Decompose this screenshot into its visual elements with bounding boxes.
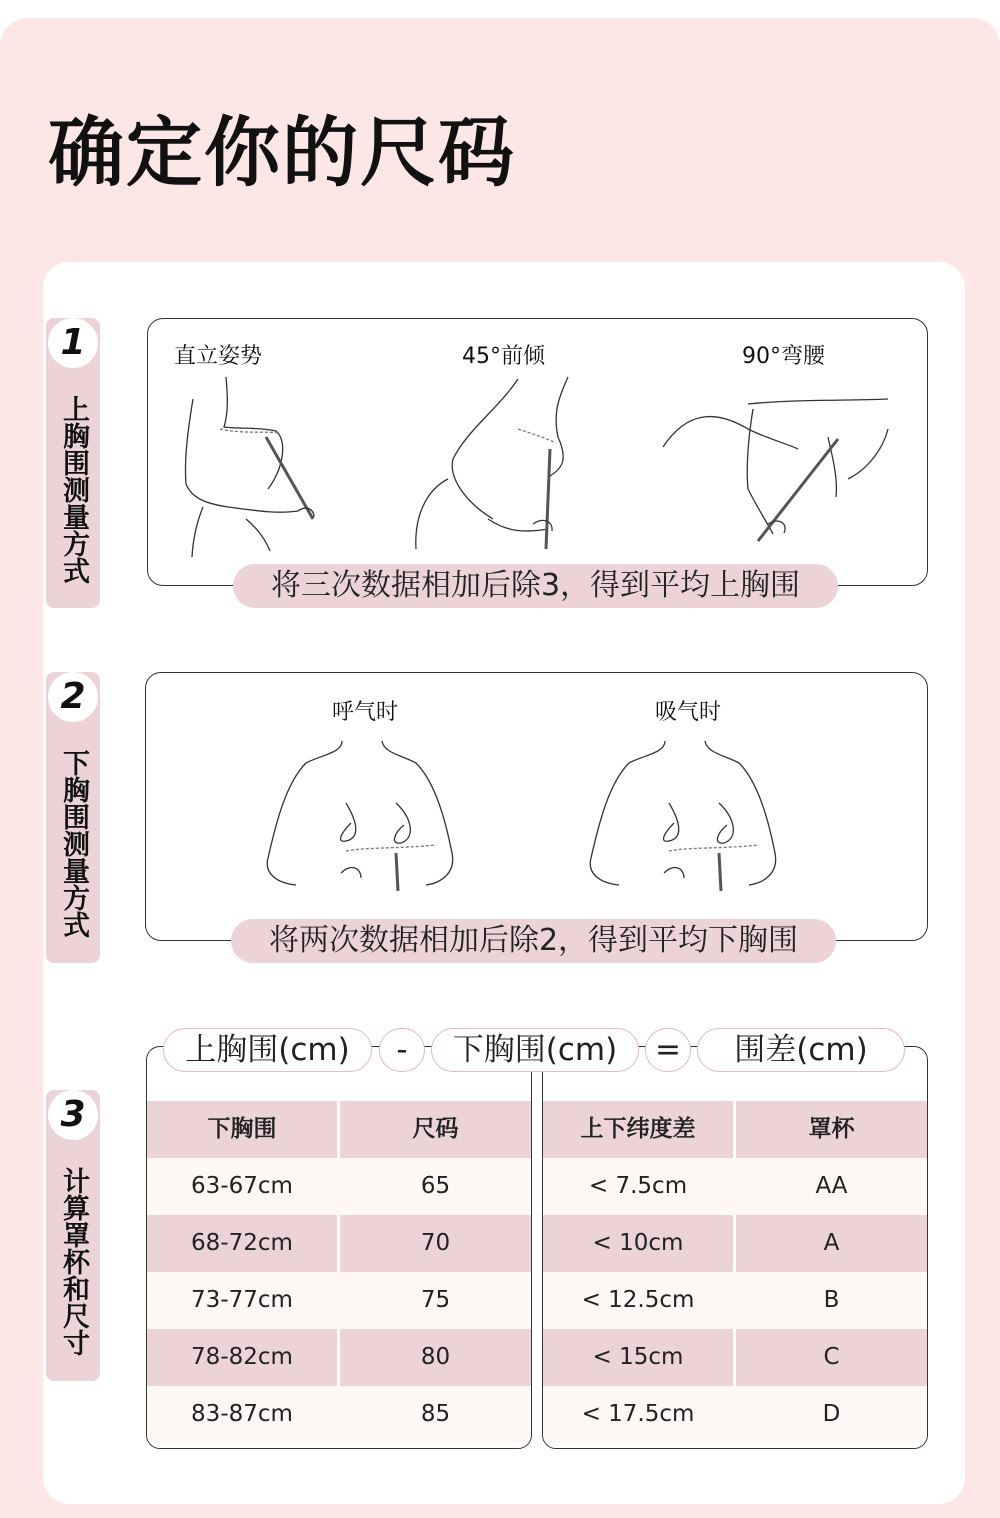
under-bust-illustrations [146,673,927,940]
pose-label-lean-45: 45°前倾 [462,344,545,369]
underbust-cell: 63-67cm [191,1173,293,1199]
section-3-number: 3 [48,1090,98,1140]
table-row [147,1215,531,1272]
header-cup: 罩杯 [808,1116,855,1142]
table-header-row [543,1101,927,1158]
formula-minus-sign: - [379,1028,425,1072]
difference-cell: < 12.5cm [581,1287,695,1313]
table-header-row [147,1101,531,1158]
section-2-number: 2 [48,672,98,722]
section-2-tab [46,672,100,963]
upper-bust-note: 将三次数据相加后除3，得到平均上胸围 [233,564,838,608]
formula-equals-sign: = [645,1028,691,1072]
underbust-cell: 68-72cm [147,1215,340,1272]
table-row [543,1158,927,1215]
formula-under-bust: 下胸围(cm) [431,1028,639,1072]
band-size-table [146,1046,532,1449]
under-bust-panel [145,672,928,941]
section-1-number: 1 [48,318,98,368]
state-label-exhale: 呼气时 [332,700,399,725]
formula-upper-bust: 上胸围(cm) [163,1028,372,1072]
upper-bust-illustrations [148,319,927,585]
exhale-figure-illustration [267,741,452,891]
section-3-tab [46,1090,100,1381]
table-row [147,1329,531,1386]
cup-cell: D [822,1401,841,1427]
table-row [147,1158,531,1215]
section-2-label: 下胸围测量方式 [58,748,89,938]
underbust-cell: 83-87cm [191,1401,293,1427]
lean-45-figure-illustration [416,377,568,549]
cup-cell: B [823,1287,840,1313]
size-cell: 70 [420,1230,451,1256]
size-cell: 85 [420,1401,451,1427]
table-row [543,1272,927,1329]
section-3-label: 计算罩杯和尺寸 [58,1166,89,1356]
header-difference: 上下纬度差 [543,1101,736,1158]
table-row [543,1329,927,1386]
cup-size-table [542,1046,928,1449]
size-cell: 75 [420,1287,451,1313]
inhale-figure-illustration [590,741,775,891]
difference-cell: < 7.5cm [588,1173,688,1199]
under-bust-note: 将两次数据相加后除2，得到平均下胸围 [231,919,836,963]
underbust-cell: 73-77cm [191,1287,293,1313]
page-title: 确定你的尺码 [48,108,516,197]
upper-bust-panel [147,318,928,586]
pose-label-bend-90: 90°弯腰 [742,344,825,369]
size-cell: 65 [420,1173,451,1199]
table-row [543,1386,927,1443]
table-row [147,1272,531,1329]
section-1-tab [46,318,100,608]
formula-difference: 围差(cm) [697,1028,905,1072]
difference-cell: < 15cm [543,1329,736,1386]
cup-cell: C [823,1344,840,1370]
table-row [543,1215,927,1272]
state-label-inhale: 吸气时 [655,700,722,725]
standing-figure-illustration [185,377,314,557]
table-row [147,1386,531,1443]
section-1-label: 上胸围测量方式 [58,394,89,584]
cup-cell: A [823,1230,840,1256]
header-size: 尺码 [412,1116,459,1142]
difference-cell: < 17.5cm [581,1401,695,1427]
cup-cell: AA [815,1173,848,1199]
difference-cell: < 10cm [543,1215,736,1272]
bend-90-figure-illustration [663,399,888,541]
header-underbust: 下胸围 [147,1101,340,1158]
pose-label-standing: 直立姿势 [174,344,263,369]
underbust-cell: 78-82cm [147,1329,340,1386]
size-cell: 80 [420,1344,451,1370]
